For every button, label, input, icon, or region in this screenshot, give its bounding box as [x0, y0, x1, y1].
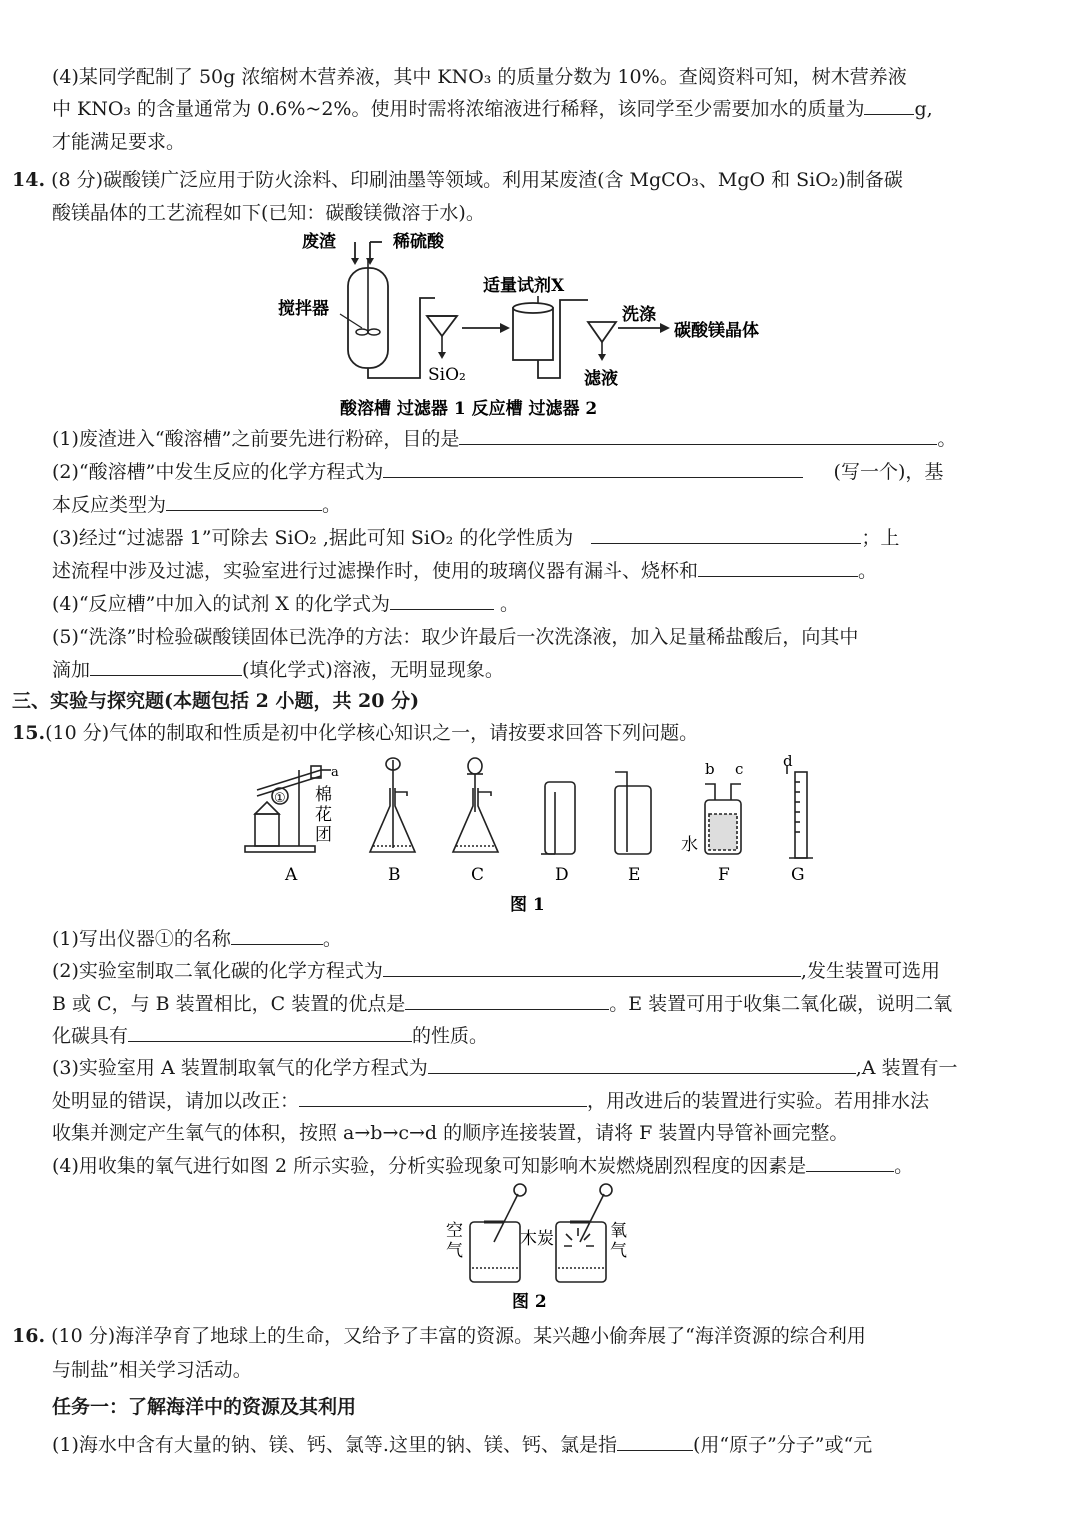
task-1-heading: 任务一：了解海洋中的资源及其利用 — [52, 1396, 357, 1418]
figure-2-charcoal — [432, 1180, 652, 1315]
q13-4-line3: 才能满足要求。 — [52, 131, 186, 153]
answer-blank[interactable] — [591, 523, 861, 544]
instrument-1-label: ① — [274, 791, 286, 806]
answer-blank[interactable] — [459, 424, 937, 445]
apparatus-f — [705, 784, 741, 854]
answer-blank[interactable] — [231, 924, 323, 945]
product-label: 碳酸镁晶体 — [674, 321, 759, 341]
port-b-label: b — [705, 760, 715, 778]
q13-4-line1: (4)某同学配制了 50g 浓缩树木营养液，其中 KNO₃ 的质量分数为 10%。查阅资料可知，树木营养液 — [52, 66, 907, 88]
q14-p4: (4)“反应槽”中加入的试剂 X 的化学式为 。 — [52, 589, 519, 619]
q15-p3-line1: (3)实验室用 A 装置制取氧气的化学方程式为 ,A 装置有一 — [52, 1053, 958, 1083]
q14-p2-line2: 本反应类型为 。 — [52, 490, 341, 520]
q14-p1: (1)废渣进入“酸溶槽”之前要先进行粉碎，目的是 。 — [52, 424, 956, 454]
answer-blank[interactable] — [383, 457, 803, 478]
process-flow-diagram — [270, 228, 810, 423]
waste-label: 废渣 — [302, 232, 336, 252]
answer-blank[interactable] — [428, 1053, 856, 1074]
label-e: E — [628, 865, 641, 885]
q15-p4: (4)用收集的氧气进行如图 2 所示实验，分析实验现象可知影响木炭燃烧剧烈程度的因素是 。 — [52, 1151, 913, 1181]
q13-4-line2: 中 KNO₃ 的含量通常为 0.6%~2%。使用时需将浓缩液进行稀释，该同学至少需要加水的质量为 g, — [52, 94, 933, 124]
answer-blank[interactable] — [698, 556, 858, 577]
reagent-label: 适量试剂X — [483, 276, 565, 296]
q15-p3-line2: 处明显的错误，请加以改正： ，用改进后的装置进行实验。若用排水法 — [52, 1086, 929, 1116]
q16-line2: 与制盐”相关学习活动。 — [52, 1359, 252, 1381]
apparatus-e — [615, 772, 651, 854]
apparatus-c — [453, 758, 498, 852]
sio2-label: SiO₂ — [428, 365, 466, 385]
figure-2-caption: 图 2 — [512, 1292, 547, 1312]
answer-blank[interactable] — [166, 490, 322, 511]
q15-p2-line1: (2)实验室制取二氧化碳的化学方程式为 ,发生装置可选用 — [52, 956, 940, 986]
question-number: 15. — [12, 722, 46, 744]
answer-blank[interactable] — [383, 956, 801, 977]
acid-label: 稀硫酸 — [393, 232, 444, 252]
answer-blank[interactable] — [617, 1430, 693, 1451]
q15-p2-line2: B 或 C，与 B 装置相比，C 装置的优点是 。E 装置可用于收集二氧化碳，说明二氧 — [52, 989, 952, 1019]
charcoal-label: 木炭 — [520, 1229, 554, 1249]
stirrer-label: 搅拌器 — [278, 299, 329, 319]
apparatus-g — [787, 766, 813, 858]
figure-1-apparatus — [235, 752, 835, 922]
label-b: B — [388, 865, 401, 885]
q16-p1: (1)海水中含有大量的钠、镁、钙、氯等.这里的钠、镁、钙、氯是指 (用“原子”分子”或“元 — [52, 1430, 872, 1460]
answer-blank[interactable] — [90, 655, 242, 676]
apparatus-b — [370, 758, 415, 852]
apparatus-d — [541, 782, 575, 854]
bottle-oxygen — [556, 1184, 612, 1282]
port-d-label: d — [783, 752, 793, 770]
q15-line1: 15.(10 分)气体的制取和性质是初中化学核心知识之一，请按要求回答下列问题。 — [12, 722, 699, 744]
process-caption: 酸溶槽 过滤器 1 反应槽 过滤器 2 — [340, 399, 598, 419]
question-number: 16. — [12, 1325, 46, 1347]
q14-line2: 酸镁晶体的工艺流程如下(已知：碳酸镁微溶于水)。 — [52, 202, 485, 224]
bottle-air — [470, 1184, 526, 1282]
label-a: A — [285, 865, 298, 885]
oxygen-char-1: 氧 — [610, 1221, 627, 1241]
cotton-char-3: 团 — [315, 825, 332, 845]
q14-p2-line1: (2)“酸溶槽”中发生反应的化学方程式为 (写一个)，基 — [52, 457, 943, 487]
q14-line1: 14. (8 分)碳酸镁广泛应用于防火涂料、印刷油墨等领域。利用某废渣(含 MgCO₃、MgO 和 SiO₂)制备碳 — [12, 169, 903, 191]
label-g: G — [791, 865, 805, 885]
answer-blank[interactable] — [405, 989, 609, 1010]
answer-blank[interactable] — [864, 94, 914, 115]
question-number: 14. — [12, 169, 46, 191]
section-heading: 三、实验与探究题(本题包括 2 小题，共 20 分) — [12, 690, 420, 712]
q14-p5-line2: 滴加 (填化学式)溶液，无明显现象。 — [52, 655, 504, 685]
answer-blank[interactable] — [299, 1086, 587, 1107]
air-char-1: 空 — [446, 1221, 463, 1241]
figure-1-caption: 图 1 — [510, 895, 545, 915]
q15-p3-line3: 收集并测定产生氧气的体积，按照 a→b→c→d 的顺序连接装置，请将 F 装置内导管补画完整。 — [52, 1122, 849, 1144]
q14-p3-line2: 述流程中涉及过滤，实验室进行过滤操作时，使用的玻璃仪器有漏斗、烧杯和 。 — [52, 556, 877, 586]
q16-line1: 16. (10 分)海洋孕育了地球上的生命，又给予了丰富的资源。某兴趣小偷奔展了“海洋资源的综合利用 — [12, 1325, 866, 1347]
q14-p5-line1: (5)“洗涤”时检验碳酸镁固体已洗净的方法：取少许最后一次洗涤液，加入足量稀盐酸后，向其中 — [52, 626, 859, 648]
water-label: 水 — [681, 835, 698, 855]
port-a-label: a — [331, 765, 339, 780]
answer-blank[interactable] — [128, 1021, 412, 1042]
label-d: D — [555, 865, 569, 885]
filtrate-label: 滤液 — [584, 369, 618, 389]
answer-blank[interactable] — [390, 589, 494, 610]
answer-blank[interactable] — [806, 1151, 894, 1172]
air-char-2: 气 — [446, 1241, 463, 1261]
cotton-char-1: 棉 — [315, 785, 332, 805]
port-c-label: c — [735, 760, 744, 778]
cotton-char-2: 花 — [315, 805, 332, 825]
oxygen-char-2: 气 — [610, 1241, 627, 1261]
q15-p2-line3: 化碳具有 的性质。 — [52, 1021, 488, 1051]
wash-label: 洗涤 — [622, 305, 656, 325]
label-c: C — [471, 865, 485, 885]
q15-p1: (1)写出仪器①的名称 。 — [52, 924, 342, 954]
q14-p3-line1: (3)经过“过滤器 1”可除去 SiO₂ ,据此可知 SiO₂ 的化学性质为 ；上 — [52, 523, 899, 553]
label-f: F — [718, 865, 730, 885]
